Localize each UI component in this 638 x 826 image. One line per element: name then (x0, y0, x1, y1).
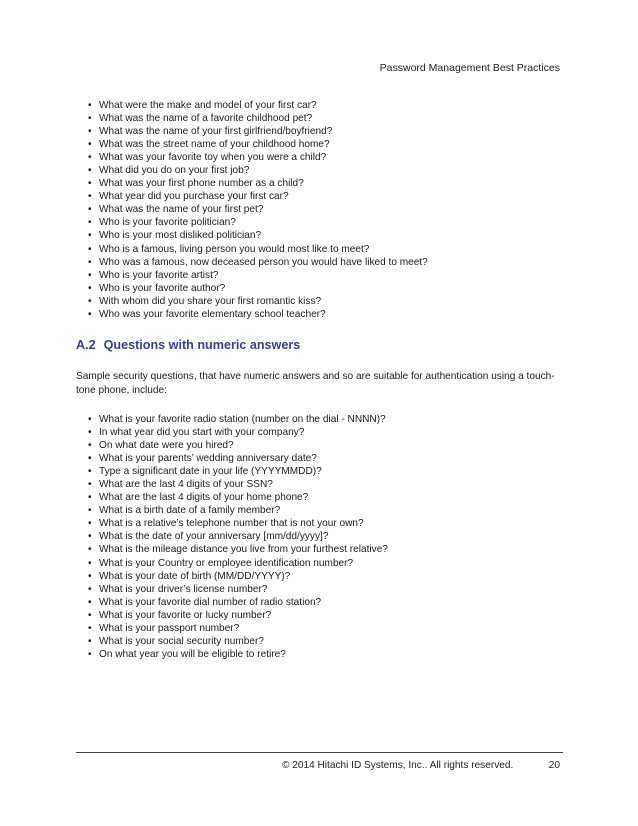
list-item (88, 491, 388, 504)
footer-divider (76, 752, 563, 753)
section-heading-a2 (76, 338, 300, 352)
list-item (88, 269, 428, 282)
bullet-icon: • (88, 152, 92, 164)
bullet-icon: • (88, 518, 92, 530)
list-item-text: What is your passport number? (99, 622, 240, 634)
bullet-icon: • (88, 295, 92, 307)
bullet-icon: • (88, 217, 92, 229)
bullet-icon: • (88, 308, 92, 320)
section-intro-paragraph: Sample security questions, that have numeric answers and so are suitable for authentication using a touch-tone phone, include: (76, 371, 555, 397)
list-item-text: What did you do on your first job? (99, 165, 250, 177)
list-item (88, 190, 428, 203)
list-item (88, 112, 428, 125)
list-item (88, 151, 428, 164)
list-item (88, 243, 428, 256)
bullet-icon: • (88, 427, 92, 439)
list-item (88, 557, 388, 570)
list-item-text: With whom did you share your first romantic kiss? (99, 295, 322, 307)
list-item-text: What are the last 4 digits of your home phone? (99, 492, 309, 504)
bullet-icon: • (88, 243, 92, 255)
list-item-text: What were the make and model of your first car? (99, 100, 317, 111)
list-item (88, 543, 388, 556)
list-item-text: Type a significant date in your life (YYYYMMDD)? (99, 466, 322, 478)
bullet-icon: • (88, 282, 92, 294)
list-item-text: What is the mileage distance you live from your furthest relative? (99, 544, 388, 556)
list-item (88, 530, 388, 543)
bullet-icon: • (88, 230, 92, 242)
bullet-icon: • (88, 440, 92, 452)
bullet-icon: • (88, 583, 92, 595)
list-item (88, 504, 388, 517)
list-item-text: What is a relative’s telephone number that is not your own? (99, 518, 364, 530)
list-item (88, 609, 388, 622)
list-item (88, 203, 428, 216)
list-item-text: What year did you purchase your first car? (99, 191, 289, 203)
list-item (88, 622, 388, 635)
list-item (88, 138, 428, 151)
list-item (88, 164, 428, 177)
bullet-icon: • (88, 531, 92, 543)
list-item-text: What is your date of birth (MM/DD/YYYY)? (99, 570, 291, 582)
bullet-icon: • (88, 648, 92, 660)
bullet-icon: • (88, 570, 92, 582)
bullet-icon: • (88, 557, 92, 569)
list-item-text: What is your favorite dial number of radio station? (99, 596, 322, 608)
bullet-icon: • (88, 622, 92, 634)
running-header: Password Management Best Practices (379, 62, 560, 74)
bullet-icon: • (88, 466, 92, 478)
bullet-icon: • (88, 269, 92, 281)
list-item-text: What was the name of your first girlfriend/boyfriend? (99, 126, 333, 138)
list-item-text: What are the last 4 digits of your SSN? (99, 479, 273, 491)
list-item (88, 413, 388, 426)
footer-copyright: © 2014 Hitachi ID Systems, Inc.. All rights reserved. (282, 760, 514, 771)
list-item (88, 229, 428, 242)
list-item-text: Who is your favorite author? (99, 282, 226, 294)
list-item-text: What is the date of your anniversary [mm/dd/yyyy]? (99, 531, 329, 543)
list-item (88, 517, 388, 530)
bullet-icon: • (88, 178, 92, 190)
list-item-text: Who is your favorite artist? (99, 269, 219, 281)
bullet-icon: • (88, 479, 92, 491)
list-item (88, 570, 388, 583)
section-number: A.2 (76, 338, 96, 352)
question-list-numeric-answers (88, 413, 388, 661)
section-title-text: Questions with numeric answers (103, 338, 301, 352)
list-item (88, 439, 388, 452)
list-item-text: What was your favorite toy when you were a child? (99, 152, 327, 164)
list-item (88, 452, 388, 465)
bullet-icon: • (88, 126, 92, 138)
list-item (88, 426, 388, 439)
list-item-text: On what date were you hired? (99, 440, 234, 452)
list-item-text: What is your parents’ wedding anniversary date? (99, 453, 317, 465)
bullet-icon: • (88, 596, 92, 608)
bullet-icon: • (88, 113, 92, 125)
bullet-icon: • (88, 635, 92, 647)
list-item-text: What was the name of a favorite childhood pet? (99, 113, 313, 125)
list-item-text: What is your favorite radio station (number on the dial - NNNN)? (99, 414, 386, 425)
list-item (88, 635, 388, 648)
bullet-icon: • (88, 609, 92, 621)
question-list-text-answers (88, 99, 428, 321)
list-item (88, 295, 428, 308)
list-item-text: What is your driver’s license number? (99, 583, 268, 595)
list-item (88, 478, 388, 491)
bullet-icon: • (88, 191, 92, 203)
bullet-icon: • (88, 414, 92, 425)
bullet-icon: • (88, 492, 92, 504)
list-item (88, 308, 428, 321)
list-item (88, 99, 428, 112)
list-item (88, 177, 428, 190)
list-item-text: Who was a famous, now deceased person you would have liked to meet? (99, 256, 428, 268)
bullet-icon: • (88, 505, 92, 517)
list-item-text: What is a birth date of a family member? (99, 505, 281, 517)
list-item (88, 256, 428, 269)
bullet-icon: • (88, 139, 92, 151)
list-item-text: Who is your most disliked politician? (99, 230, 262, 242)
list-item-text: What was the street name of your childhood home? (99, 139, 330, 151)
list-item-text: Who is your favorite politician? (99, 217, 236, 229)
list-item (88, 216, 428, 229)
list-item-text: Who is a famous, living person you would most like to meet? (99, 243, 370, 255)
bullet-icon: • (88, 453, 92, 465)
bullet-icon: • (88, 165, 92, 177)
list-item-text: What is your social security number? (99, 635, 264, 647)
list-item (88, 596, 388, 609)
list-item (88, 282, 428, 295)
bullet-icon: • (88, 100, 92, 111)
list-item-text: On what year you will be eligible to retire? (99, 648, 286, 660)
list-item-text: Who was your favorite elementary school teacher? (99, 308, 326, 320)
bullet-icon: • (88, 204, 92, 216)
list-item-text: What was your first phone number as a child? (99, 178, 304, 190)
bullet-icon: • (88, 256, 92, 268)
list-item-text: What is your favorite or lucky number? (99, 609, 272, 621)
bullet-icon: • (88, 544, 92, 556)
list-item (88, 583, 388, 596)
page-number: 20 (548, 760, 560, 771)
list-item (88, 648, 388, 661)
list-item (88, 125, 428, 138)
list-item-text: In what year did you start with your company? (99, 427, 305, 439)
list-item (88, 465, 388, 478)
list-item-text: What is your Country or employee identification number? (99, 557, 354, 569)
list-item-text: What was the name of your first pet? (99, 204, 264, 216)
